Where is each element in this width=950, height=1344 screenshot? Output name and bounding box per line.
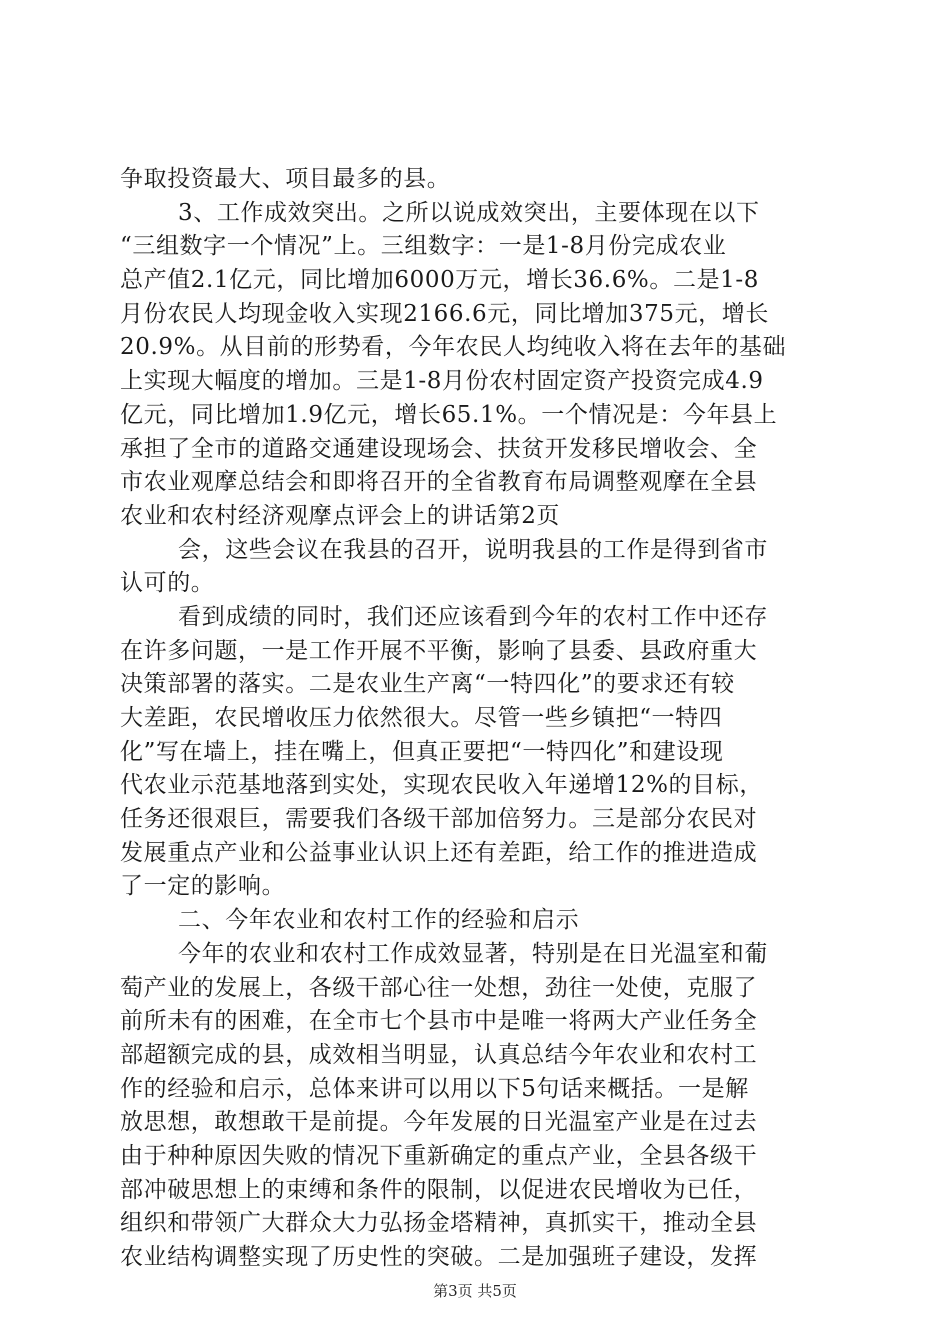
text-line: 化”写在墙上，挂在嘴上，但真正要把“一特四化”和建设现 bbox=[120, 738, 724, 765]
text-line: 总产值2.1亿元，同比增加6000万元，增长36.6%。二是1-8 bbox=[120, 267, 760, 294]
text-line: 萄产业的发展上，各级干部心往一处想，劲往一处使，克服了 bbox=[120, 974, 758, 1001]
text-line: 争取投资最大、项目最多的县。 bbox=[120, 166, 451, 192]
text-line: 承担了全市的道路交通建设现场会、扶贫开发移民增收会、全 bbox=[120, 435, 758, 462]
text-line: 代农业示范基地落到实处，实现农民收入年递增12%的目标， bbox=[120, 772, 763, 799]
text-line: 了一定的影响。 bbox=[120, 873, 286, 900]
text-line: 农业和农村经济观摩点评会上的讲话第2页 bbox=[120, 502, 561, 529]
text-line: 市农业观摩总结会和即将召开的全省教育布局调整观摩在全县 bbox=[120, 469, 758, 496]
text-line: 上实现大幅度的增加。三是1-8月份农村固定资产投资完成4.9 bbox=[120, 368, 764, 395]
text-line: 大差距，农民增收压力依然很大。尽管一些乡镇把“一特四 bbox=[120, 705, 723, 731]
text-line: 前所未有的困难，在全市七个县市中是唯一将两大产业任务全 bbox=[120, 1008, 758, 1035]
page-number-label: 第3页 共5页 bbox=[433, 1282, 517, 1300]
text-line: 发展重点产业和公益事业认识上还有差距，给工作的推进造成 bbox=[120, 839, 758, 866]
text-line: “三组数字一个情况”上。三组数字：一是1-8月份完成农业 bbox=[120, 233, 727, 260]
text-line: 放思想，敢想敢干是前提。今年发展的日光温室产业是在过去 bbox=[120, 1109, 758, 1136]
text-line: 月份农民人均现金收入实现2166.6元，同比增加375元，增长 bbox=[120, 300, 769, 327]
text-line: 任务还很艰巨，需要我们各级干部加倍努力。三是部分农民对 bbox=[120, 806, 758, 833]
text-line: 部超额完成的县，成效相当明显，认真总结今年农业和农村工 bbox=[120, 1041, 758, 1068]
text-line: 决策部署的落实。二是农业生产离“一特四化”的要求还有较 bbox=[120, 671, 735, 698]
text-line: 会，这些会议在我县的召开，说明我县的工作是得到省市 bbox=[178, 536, 768, 563]
page-footer bbox=[0, 1280, 950, 1301]
text-line: 组织和带领广大群众大力弘扬金塔精神，真抓实干，推动全县 bbox=[120, 1210, 758, 1237]
text-line: 看到成绩的同时，我们还应该看到今年的农村工作中还存 bbox=[178, 603, 768, 630]
text-line: 在许多问题，一是工作开展不平衡，影响了县委、县政府重大 bbox=[120, 637, 758, 664]
text-line: 由于种种原因失败的情况下重新确定的重点产业，全县各级干 bbox=[120, 1142, 758, 1169]
text-line: 亿元，同比增加1.9亿元，增长65.1%。一个情况是：今年县上 bbox=[120, 401, 778, 428]
text-line: 20.9%。从目前的形势看，今年农民人均纯收入将在去年的基础 bbox=[120, 334, 787, 361]
text-line: 认可的。 bbox=[120, 570, 215, 597]
text-line: 农业结构调整实现了历史性的突破。二是加强班子建设，发挥 bbox=[120, 1244, 758, 1270]
text-line: 部冲破思想上的束缚和条件的限制，以促进农民增收为已任， bbox=[120, 1176, 758, 1203]
text-line: 今年的农业和农村工作成效显著，特别是在日光温室和葡 bbox=[178, 940, 768, 967]
body-text bbox=[120, 163, 832, 1275]
section-heading: 二、今年农业和农村工作的经验和启示 bbox=[178, 907, 580, 934]
text-line: 3、工作成效突出。之所以说成效突出，主要体现在以下 bbox=[178, 199, 760, 226]
text-line: 作的经验和启示，总体来讲可以用以下5句话来概括。一是解 bbox=[120, 1075, 749, 1102]
